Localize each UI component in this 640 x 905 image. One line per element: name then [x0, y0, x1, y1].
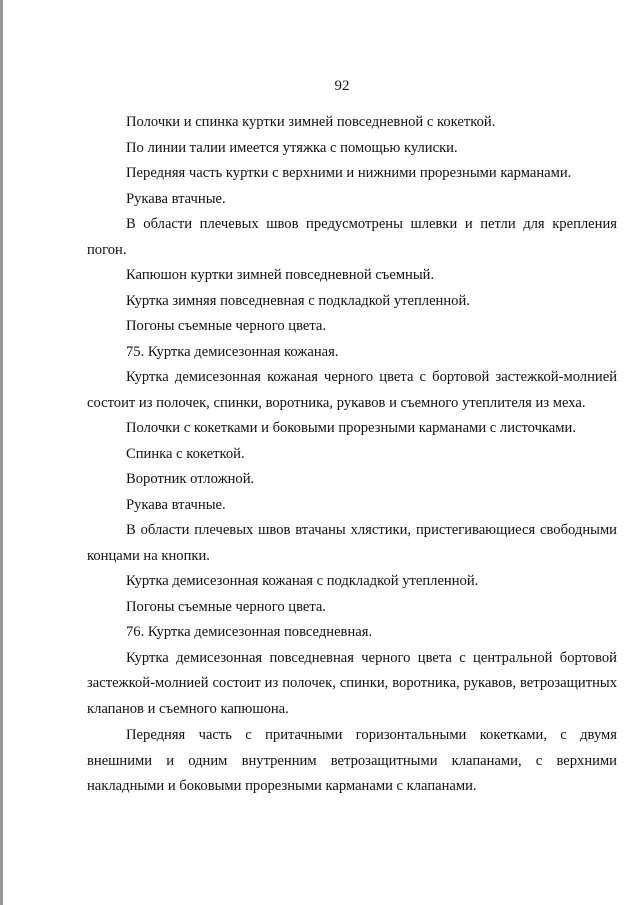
paragraph-3: Передняя часть куртки с верхними и нижними прорезными карманами.: [126, 165, 572, 181]
paragraph-15: В области плечевых швов втачаны хлястики, пристегивающиеся свободными концами на кнопки.: [87, 522, 617, 564]
paragraph-12: Спинка с кокеткой.: [126, 445, 245, 462]
paragraph-8: Погоны съемные черного цвета.: [126, 318, 327, 334]
document-body: [87, 110, 617, 800]
paragraph-5: В области плечевых швов предусмотрены шлевки и петли для крепления погон.: [87, 216, 617, 258]
paragraph-7: Куртка зимняя повседневная с подкладкой утепленной.: [126, 292, 470, 309]
paragraph-17: Погоны съемные черного цвета.: [126, 598, 327, 615]
paragraph-16: Куртка демисезонная кожаная с подкладкой утепленной.: [126, 573, 479, 589]
paragraph-19: Куртка демисезонная повседневная черного цвета с центральной бортовой застежкой-молнией состоит из полочек, спинки, воротника, рукавов, ветрозащитных клапанов и съемного капюшона.: [87, 649, 617, 717]
paragraph-20: Передняя часть с притачными горизонтальными кокетками, с двумя внешними и одним внутренним ветрозащитными клапанами, с верхними накладными и боковыми прорезными карманами с клапанами.: [87, 727, 617, 794]
paragraph-14: Рукава втачные.: [126, 496, 226, 513]
paragraph-11: Полочки с кокетками и боковыми прорезными карманами с листочками.: [126, 420, 576, 436]
paragraph-2: По линии талии имеется утяжка с помощью кулиски.: [126, 139, 458, 156]
paragraph-4: Рукава втачные.: [126, 190, 226, 207]
section-heading-76: 76. Куртка демисезонная повседневная.: [126, 624, 373, 640]
paragraph-13: Воротник отложной.: [126, 471, 255, 487]
paragraph-1: Полочки и спинка куртки зимней повседневной с кокеткой.: [126, 114, 496, 130]
scan-edge-line: [0, 0, 3, 905]
paragraph-6: Капюшон куртки зимней повседневной съемный.: [126, 267, 435, 283]
paragraph-10: Куртка демисезонная кожаная черного цвета с бортовой застежкой-молнией состоит из полочек, спинки, воротника, рукавов и съемного утеплителя из меха.: [87, 369, 617, 411]
section-heading-75: 75. Куртка демисезонная кожаная.: [126, 343, 339, 360]
page-number: 92: [334, 78, 350, 94]
